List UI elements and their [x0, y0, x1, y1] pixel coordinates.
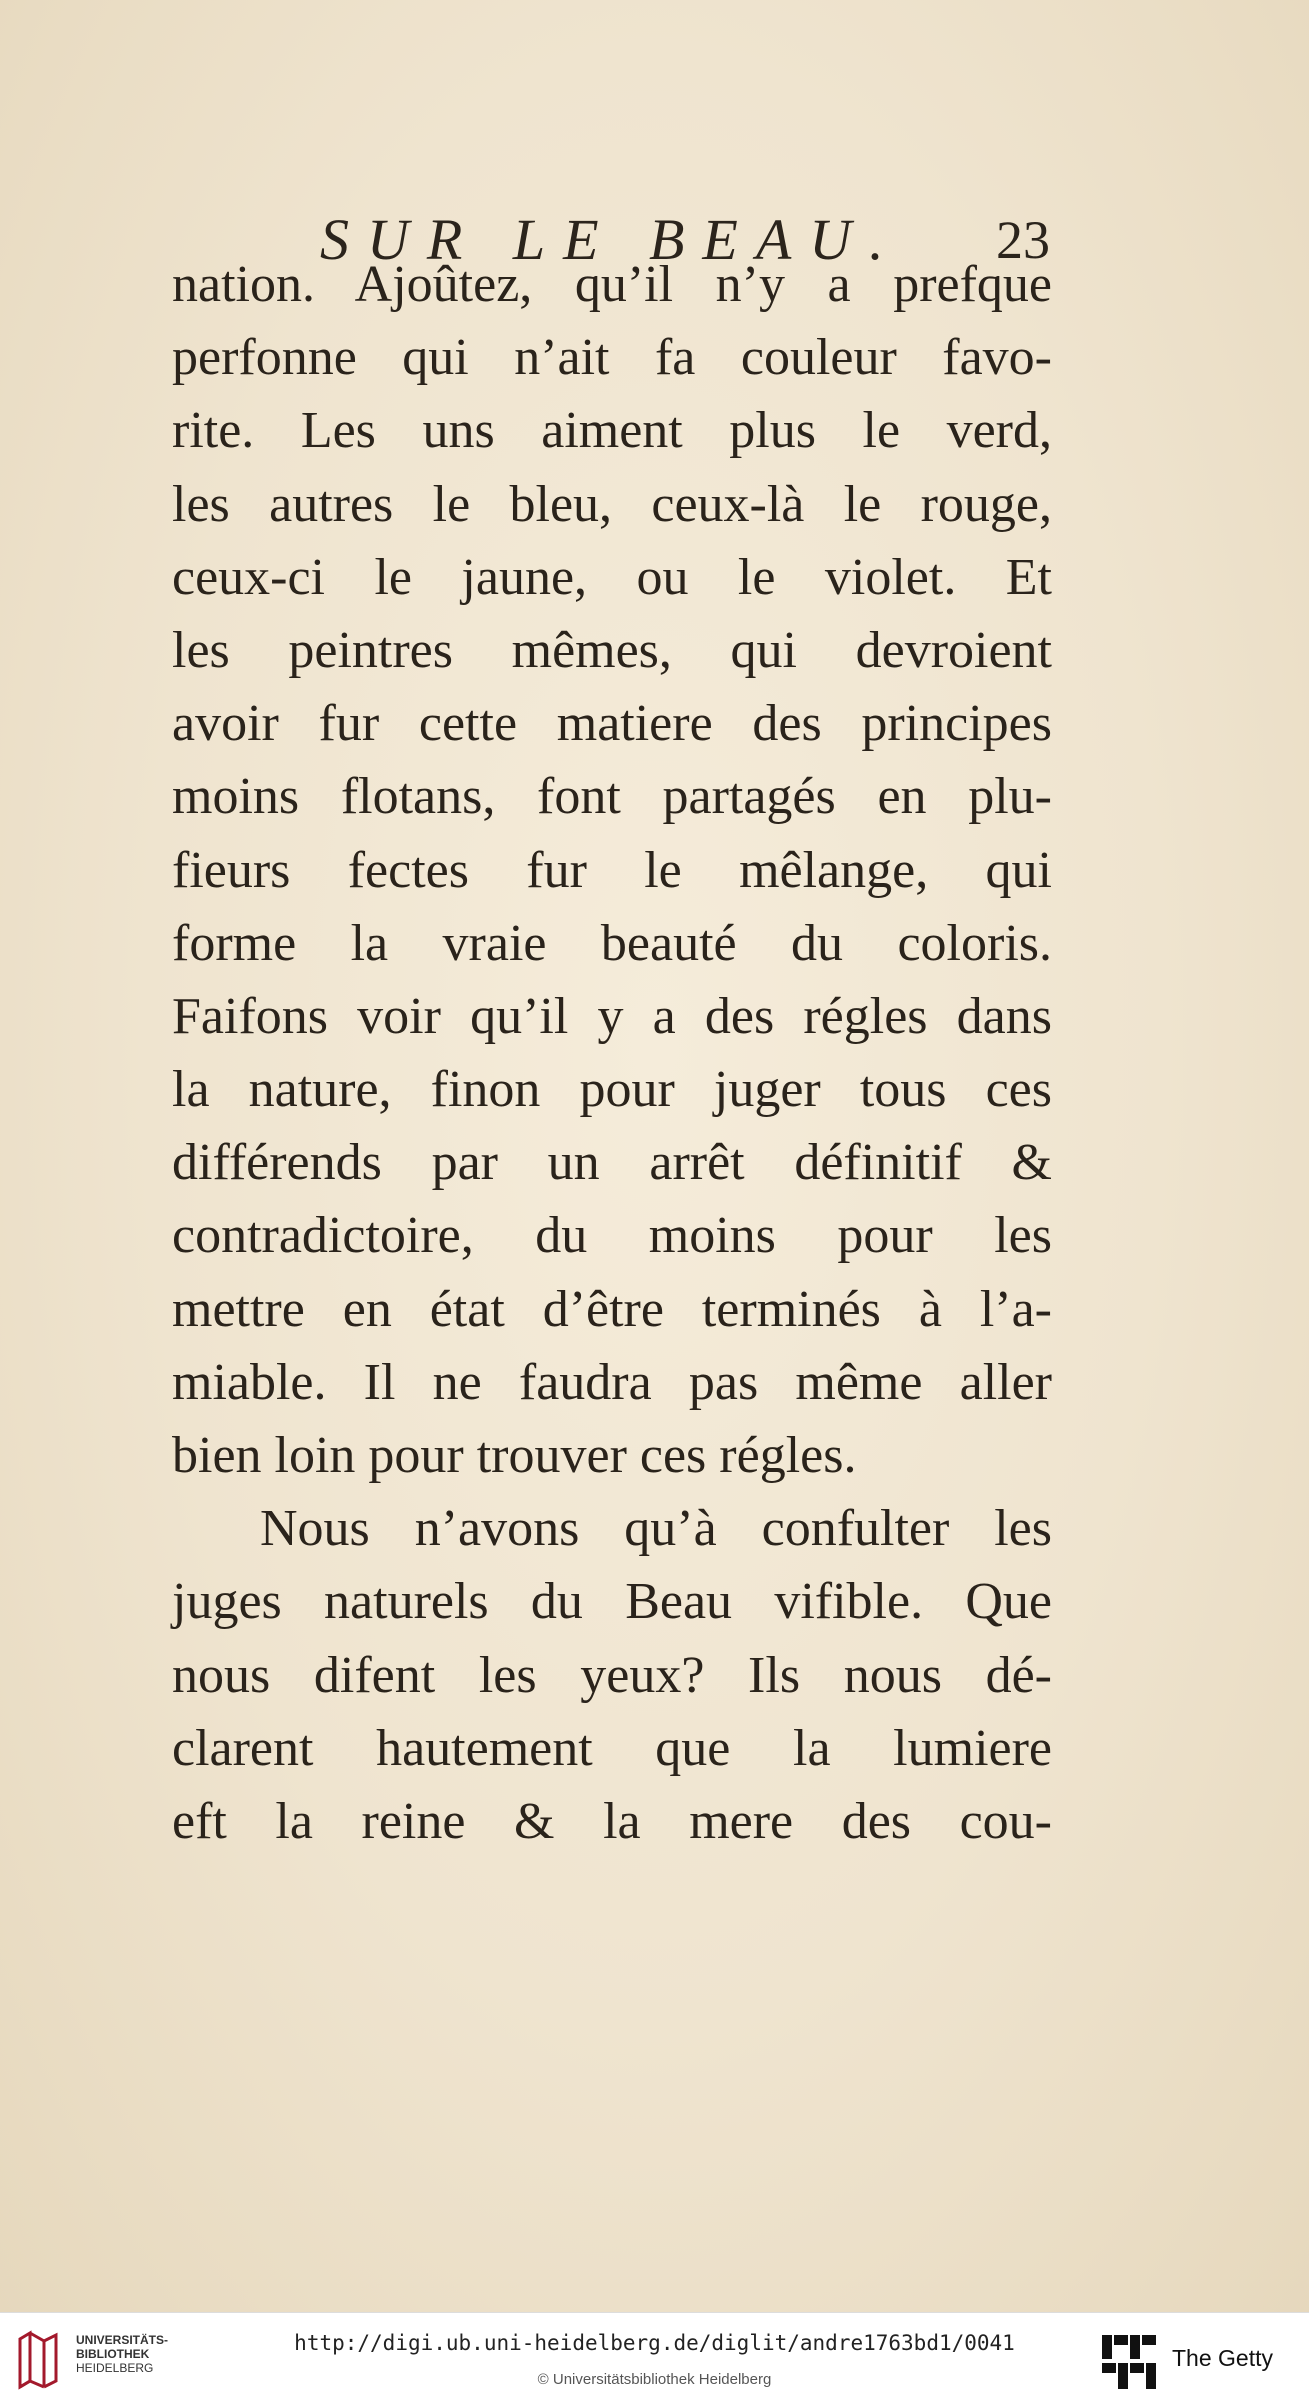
text-line: perfonne qui n’ait fa couleur favo-	[172, 329, 1052, 387]
library-name-line: HEIDELBERG	[76, 2361, 154, 2375]
text-line: les autres le bleu, ceux-là le rouge,	[172, 475, 1052, 533]
page-number: 23	[996, 210, 1050, 270]
partner-name: The Getty	[1172, 2345, 1273, 2371]
text-line: forme la vraie beauté du coloris.	[172, 914, 1052, 972]
library-name-line: BIBLIOTHEK	[76, 2347, 150, 2361]
running-title: SUR LE BEAU.	[320, 207, 902, 272]
text-line: rite. Les uns aiment plus le verd,	[172, 402, 1052, 460]
text-line: les peintres mêmes, qui devroient	[172, 621, 1052, 679]
text-line: juges naturels du Beau vifible. Que	[172, 1573, 1052, 1631]
text-line: avoir fur cette matiere des principes	[172, 695, 1052, 753]
copyright-notice: © Universitätsbibliothek Heidelberg	[537, 2371, 772, 2388]
text-line: fieurs fectes fur le mêlange, qui	[172, 841, 1052, 899]
text-line: ceux-ci le jaune, ou le violet. Et	[172, 548, 1052, 606]
text-line: Nous n’avons qu’à confulter les	[260, 1500, 1052, 1558]
text-line: mettre en état d’être terminés à l’a-	[172, 1280, 1052, 1338]
viewer-footer	[0, 2312, 1309, 2407]
text-line: contradictoire, du moins pour les	[172, 1207, 1052, 1265]
text-line: la nature, finon pour juger tous ces	[172, 1061, 1052, 1119]
text-line: nous difent les yeux? Ils nous dé-	[172, 1646, 1052, 1704]
text-line: miable. Il ne faudra pas même aller	[172, 1353, 1052, 1411]
library-name-line: UNIVERSITÄTS-	[76, 2333, 169, 2347]
body-text	[172, 248, 1052, 1858]
permalink-url[interactable]: http://digi.ub.uni-heidelberg.de/diglit/andre1763bd1/0041	[294, 2331, 1015, 2355]
text-line: clarent hautement que la lumiere	[172, 1719, 1052, 1777]
getty-logo-icon	[1100, 2333, 1158, 2391]
text-line: nation. Ajoûtez, qu’il n’y a prefque	[172, 256, 1052, 313]
text-line: bien loin pour trouver ces régles.	[172, 1427, 857, 1484]
text-line: moins flotans, font partagés en plu-	[172, 768, 1052, 826]
text-line: différends par un arrêt définitif &	[172, 1134, 1052, 1192]
text-line: eft la reine & la mere des cou-	[172, 1792, 1052, 1850]
text-line: Faifons voir qu’il y a des régles dans	[172, 987, 1052, 1045]
